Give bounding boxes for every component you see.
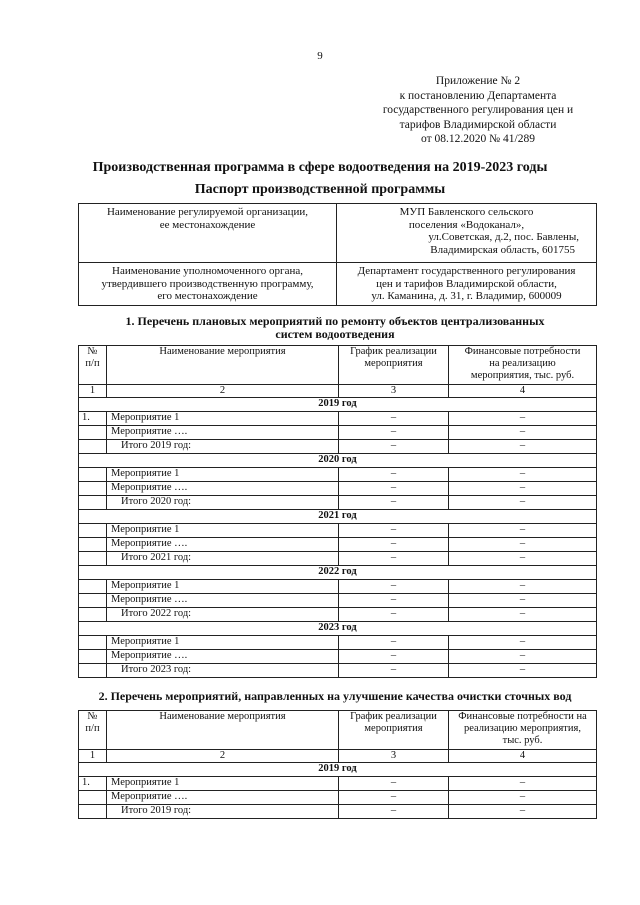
finance-cell: –	[449, 468, 597, 482]
schedule-cell: –	[339, 440, 449, 454]
label-line: ее местонахождение	[159, 218, 256, 231]
total-row	[79, 552, 597, 566]
section-title-line: 1. Перечень плановых мероприятий по ремонту объектов централизованных	[125, 314, 545, 328]
appendix-block	[360, 74, 596, 147]
header-name: Наименование мероприятия	[107, 346, 339, 385]
label-line: утвердившего производственную программу,	[101, 277, 314, 290]
row-number	[79, 496, 107, 510]
finance-cell: –	[449, 791, 597, 805]
value-line: МУП Бавленского сельского	[399, 206, 534, 218]
schedule-cell: –	[339, 805, 449, 819]
column-number: 3	[339, 750, 449, 763]
year-label: 2022 год	[79, 566, 597, 580]
row-number	[79, 608, 107, 622]
finance-cell: –	[449, 580, 597, 594]
value-line: Владимирская область, 601755	[430, 243, 575, 256]
activity-name: Мероприятие 1	[107, 468, 339, 482]
finance-cell: –	[449, 650, 597, 664]
header-finance: Финансовые потребности на реализацию мероприятия, тыс. руб.	[449, 711, 597, 750]
appendix-line: к постановлению Департамента	[399, 89, 557, 102]
label-line: его местонахождение	[157, 290, 258, 302]
finance-cell: –	[449, 524, 597, 538]
schedule-cell: –	[339, 650, 449, 664]
row-number	[79, 664, 107, 678]
year-total-label: Итого 2019 год:	[107, 805, 339, 819]
column-number: 4	[449, 750, 597, 763]
finance-cell: –	[449, 664, 597, 678]
document-title: Производственная программа в сфере водоотведения на 2019-2023 годы	[92, 160, 548, 175]
activity-name: Мероприятие ….	[107, 482, 339, 496]
finance-cell: –	[449, 538, 597, 552]
activity-name: Мероприятие 1	[107, 580, 339, 594]
value-line: Департамент государственного регулирования	[357, 265, 576, 277]
table-row	[79, 650, 597, 664]
activity-name: Мероприятие ….	[107, 594, 339, 608]
table-row	[79, 426, 597, 440]
row-number	[79, 650, 107, 664]
total-row	[79, 440, 597, 454]
schedule-cell: –	[339, 791, 449, 805]
value-line: поселения «Водоканал»,	[408, 218, 525, 231]
total-row	[79, 496, 597, 510]
schedule-cell: –	[339, 552, 449, 566]
passport-value-cell	[337, 204, 597, 263]
row-number	[79, 440, 107, 454]
row-number	[79, 538, 107, 552]
activity-name: Мероприятие ….	[107, 791, 339, 805]
activity-name: Мероприятие 1	[107, 777, 339, 791]
year-row	[79, 454, 597, 468]
column-number-row	[79, 385, 597, 398]
row-number	[79, 524, 107, 538]
appendix-line: от 08.12.2020 № 41/289	[421, 133, 535, 145]
year-total-label: Итого 2019 год:	[107, 440, 339, 454]
year-label: 2020 год	[79, 454, 597, 468]
table-row	[79, 524, 597, 538]
value-line: ул. Каманина, д. 31, г. Владимир, 600009	[371, 290, 562, 302]
year-row	[79, 510, 597, 524]
column-number: 4	[449, 385, 597, 398]
year-label: 2023 год	[79, 622, 597, 636]
header-row	[79, 711, 597, 750]
header-row	[79, 346, 597, 385]
year-row	[79, 622, 597, 636]
schedule-cell: –	[339, 664, 449, 678]
total-row	[79, 805, 597, 819]
table-row	[79, 636, 597, 650]
column-number: 2	[107, 385, 339, 398]
table-row	[79, 777, 597, 791]
schedule-cell: –	[339, 524, 449, 538]
activity-name: Мероприятие 1	[107, 636, 339, 650]
year-label: 2021 год	[79, 510, 597, 524]
finance-cell: –	[449, 552, 597, 566]
total-row	[79, 608, 597, 622]
row-number	[79, 468, 107, 482]
label-line: Наименование регулируемой организации,	[106, 206, 309, 218]
activity-name: Мероприятие ….	[107, 426, 339, 440]
finance-cell: –	[449, 594, 597, 608]
finance-cell: –	[449, 496, 597, 510]
value-line: цен и тарифов Владимирской области,	[376, 277, 557, 290]
section2-table	[78, 710, 597, 819]
section-title-line: систем водоотведения	[275, 327, 395, 341]
schedule-cell: –	[339, 777, 449, 791]
header-num: № п/п	[79, 711, 107, 750]
schedule-cell: –	[339, 538, 449, 552]
passport-label-cell	[79, 204, 337, 263]
finance-cell: –	[449, 440, 597, 454]
row-number: 1.	[79, 777, 107, 791]
header-schedule: График реализации мероприятия	[339, 346, 449, 385]
column-number: 2	[107, 750, 339, 763]
header-num: № п/п	[79, 346, 107, 385]
row-number	[79, 426, 107, 440]
activity-name: Мероприятие 1	[107, 524, 339, 538]
appendix-line: Приложение № 2	[435, 75, 521, 87]
table-row	[79, 482, 597, 496]
schedule-cell: –	[339, 594, 449, 608]
appendix-line: тарифов Владимирской области	[399, 118, 557, 131]
passport-label-cell	[79, 263, 337, 306]
year-row	[79, 398, 597, 412]
year-total-label: Итого 2021 год:	[107, 552, 339, 566]
year-total-label: Итого 2023 год:	[107, 664, 339, 678]
column-number: 1	[79, 750, 107, 763]
passport-row	[79, 204, 597, 263]
column-number: 1	[79, 385, 107, 398]
schedule-cell: –	[339, 496, 449, 510]
schedule-cell: –	[339, 482, 449, 496]
section1-table	[78, 345, 597, 678]
passport-row	[79, 263, 597, 306]
table-row	[79, 412, 597, 426]
row-number	[79, 805, 107, 819]
table-row	[79, 468, 597, 482]
page-number: 9	[317, 50, 323, 62]
finance-cell: –	[449, 636, 597, 650]
schedule-cell: –	[339, 426, 449, 440]
year-label: 2019 год	[79, 398, 597, 412]
section1-title	[70, 315, 600, 341]
finance-cell: –	[449, 777, 597, 791]
row-number	[79, 791, 107, 805]
row-number	[79, 482, 107, 496]
finance-cell: –	[449, 482, 597, 496]
value-line: ул.Советская, д.2, пос. Бавлены,	[428, 231, 579, 243]
year-total-label: Итого 2020 год:	[107, 496, 339, 510]
finance-cell: –	[449, 805, 597, 819]
schedule-cell: –	[339, 468, 449, 482]
year-total-label: Итого 2022 год:	[107, 608, 339, 622]
row-number	[79, 580, 107, 594]
total-row	[79, 664, 597, 678]
finance-cell: –	[449, 608, 597, 622]
label-line: Наименование уполномоченного органа,	[112, 265, 303, 277]
schedule-cell: –	[339, 608, 449, 622]
row-number	[79, 552, 107, 566]
schedule-cell: –	[339, 580, 449, 594]
schedule-cell: –	[339, 412, 449, 426]
header-name: Наименование мероприятия	[107, 711, 339, 750]
finance-cell: –	[449, 412, 597, 426]
passport-value-cell	[337, 263, 597, 306]
header-schedule: График реализации мероприятия	[339, 711, 449, 750]
activity-name: Мероприятие ….	[107, 650, 339, 664]
column-number-row	[79, 750, 597, 763]
table-row	[79, 594, 597, 608]
document-subtitle: Паспорт производственной программы	[194, 182, 446, 197]
row-number	[79, 636, 107, 650]
finance-cell: –	[449, 426, 597, 440]
activity-name: Мероприятие ….	[107, 538, 339, 552]
passport-table	[78, 203, 597, 306]
table-row	[79, 538, 597, 552]
year-label: 2019 год	[79, 763, 597, 777]
year-row	[79, 763, 597, 777]
table-row	[79, 580, 597, 594]
row-number: 1.	[79, 412, 107, 426]
section2-title: 2. Перечень мероприятий, направленных на улучшение качества очистки сточных вод	[98, 689, 572, 703]
schedule-cell: –	[339, 636, 449, 650]
activity-name: Мероприятие 1	[107, 412, 339, 426]
table-row	[79, 791, 597, 805]
column-number: 3	[339, 385, 449, 398]
row-number	[79, 594, 107, 608]
appendix-line: государственного регулирования цен и	[382, 104, 574, 116]
header-finance: Финансовые потребности на реализацию мероприятия, тыс. руб.	[449, 346, 597, 385]
year-row	[79, 566, 597, 580]
